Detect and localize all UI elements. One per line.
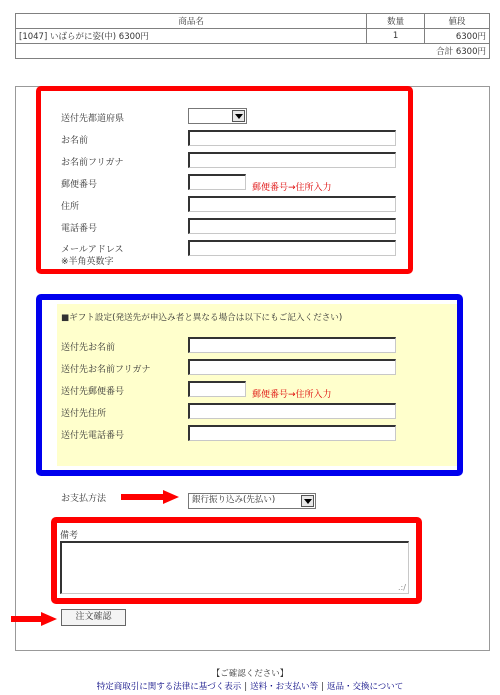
zip-lookup-note: 郵便番号→住所入力 <box>252 183 332 193</box>
chevron-down-icon[interactable] <box>232 110 245 122</box>
remarks-label: 備考 <box>60 531 79 541</box>
footer-title: 【ご確認ください】 <box>211 669 289 679</box>
gift-name-field[interactable] <box>188 337 396 353</box>
order-table-header <box>16 14 490 29</box>
link-shipping-payment[interactable]: 送料・お支払い等 <box>250 682 319 692</box>
furigana-label: お名前フリガナ <box>61 158 124 168</box>
right-arrow-icon <box>11 612 57 626</box>
gift-zip-field[interactable] <box>188 381 246 397</box>
gift-address-field[interactable] <box>188 403 396 419</box>
payment-select[interactable] <box>188 493 316 509</box>
name-label: お名前 <box>61 136 89 146</box>
footer-links <box>0 680 500 692</box>
gift-heading: ■ギフト設定(発送先が申込み者と異なる場合は以下にもご記入ください) <box>61 313 343 323</box>
zip-label: 郵便番号 <box>61 180 98 190</box>
link-returns[interactable]: 返品・交換について <box>326 682 404 692</box>
link-separator: | <box>244 682 248 692</box>
furigana-field[interactable] <box>188 152 396 168</box>
payment-label: お支払方法 <box>61 494 107 504</box>
name-field[interactable] <box>188 130 396 146</box>
order-total: 合計 6300円 <box>16 44 490 59</box>
resize-grip-icon[interactable]: .:/ <box>398 583 406 592</box>
zip-field[interactable] <box>188 174 246 190</box>
email-label: メールアドレス <box>61 245 124 255</box>
row-quantity: 1 <box>367 29 425 44</box>
chevron-down-icon[interactable] <box>301 495 314 507</box>
address-field[interactable] <box>188 196 396 212</box>
phone-label: 電話番号 <box>61 224 98 234</box>
address-label: 住所 <box>61 202 80 212</box>
order-confirm-button[interactable]: 注文確認 <box>61 609 126 626</box>
right-arrow-icon <box>121 490 179 504</box>
gift-zip-label: 送付先郵便番号 <box>61 387 125 397</box>
gift-phone-field[interactable] <box>188 425 396 441</box>
header-quantity: 数量 <box>367 14 425 29</box>
gift-furigana-field[interactable] <box>188 359 396 375</box>
email-field[interactable] <box>188 240 396 256</box>
prefecture-label: 送付先都道府県 <box>61 114 125 124</box>
header-product-name: 商品名 <box>16 14 367 29</box>
gift-name-label: 送付先お名前 <box>61 343 116 353</box>
gift-furigana-label: 送付先お名前フリガナ <box>61 365 151 375</box>
gift-address-label: 送付先住所 <box>61 409 107 419</box>
payment-selected-value: 銀行振り込み(先払い) <box>192 495 276 505</box>
remarks-textarea[interactable] <box>60 541 409 594</box>
email-note: ※半角英数字 <box>61 257 114 267</box>
table-row <box>16 29 490 44</box>
link-separator: | <box>321 682 324 692</box>
prefecture-select[interactable] <box>188 108 247 124</box>
gift-phone-label: 送付先電話番号 <box>61 431 125 441</box>
header-price: 値段 <box>425 14 490 29</box>
phone-field[interactable] <box>188 218 396 234</box>
gift-zip-lookup-note: 郵便番号→住所入力 <box>252 390 332 400</box>
row-price: 6300円 <box>425 29 490 44</box>
order-table <box>15 13 490 59</box>
row-product-name: [1047] いばらがに姿(中) 6300円 <box>16 29 367 44</box>
link-tokushoho[interactable]: 特定商取引に関する法律に基づく表示 <box>96 682 242 692</box>
total-row <box>16 44 490 59</box>
